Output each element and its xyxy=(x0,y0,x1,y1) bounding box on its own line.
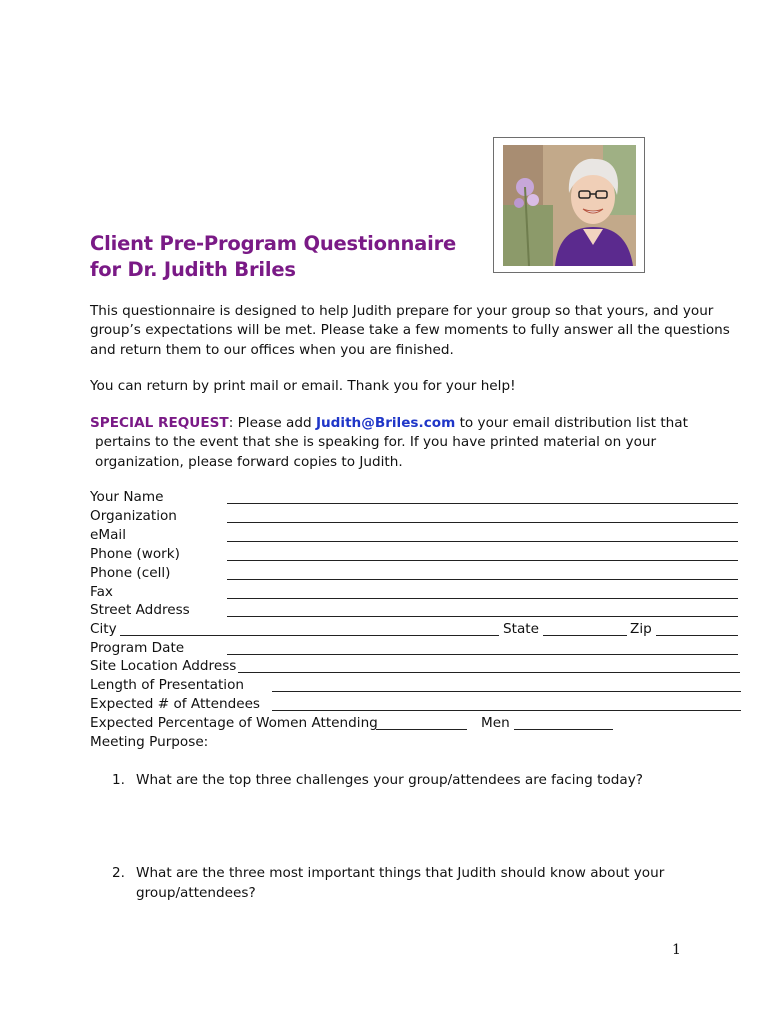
question-1-number: 1. xyxy=(112,772,125,788)
city-field[interactable] xyxy=(120,635,499,636)
email-link[interactable]: Judith@Briles.com xyxy=(315,415,456,431)
phone-work-label: Phone (work) xyxy=(90,546,180,562)
site-location-field[interactable] xyxy=(238,672,740,673)
program-date-label: Program Date xyxy=(90,640,185,656)
return-note: You can return by print mail or email. Thank you for your help! xyxy=(90,378,516,394)
men-field[interactable] xyxy=(514,729,613,730)
phone-cell-label: Phone (cell) xyxy=(90,565,171,581)
portrait-photo-frame xyxy=(493,137,645,273)
intro-paragraph xyxy=(90,302,730,360)
intro-line-2: group’s expectations will be met. Please take a few moments to fully answer all the questions xyxy=(90,322,730,339)
intro-line-3: and return them to our offices when you are finished. xyxy=(90,341,454,358)
email-field[interactable] xyxy=(227,541,738,542)
intro-line-1: This questionnaire is designed to help Judith prepare for your group so that yours, and your xyxy=(90,303,714,319)
special-request-label: SPECIAL REQUEST xyxy=(90,415,229,431)
organization-label: Organization xyxy=(90,508,177,524)
state-field[interactable] xyxy=(543,635,627,636)
phone-cell-field[interactable] xyxy=(227,579,738,580)
phone-work-field[interactable] xyxy=(227,560,738,561)
special-request-line-2: pertains to the event that she is speaking for. If you have printed material on your xyxy=(95,434,657,451)
special-request xyxy=(90,414,688,472)
question-2-number: 2. xyxy=(112,865,125,881)
page-number: 1 xyxy=(672,942,681,958)
pct-women-field[interactable] xyxy=(376,729,467,730)
organization-field[interactable] xyxy=(227,522,738,523)
special-request-line-1 xyxy=(90,414,688,433)
page-title xyxy=(90,231,456,283)
expected-attendees-label: Expected # of Attendees xyxy=(90,696,261,712)
meeting-purpose-label: Meeting Purpose: xyxy=(90,734,209,750)
portrait-photo xyxy=(503,145,636,266)
fax-field[interactable] xyxy=(227,598,738,599)
special-request-after-email: to your email distribution list that xyxy=(455,415,688,431)
men-label: Men xyxy=(481,715,510,731)
length-presentation-label: Length of Presentation xyxy=(90,677,245,693)
street-address-field[interactable] xyxy=(227,616,738,617)
your-name-label: Your Name xyxy=(90,489,164,505)
email-label: eMail xyxy=(90,527,126,543)
portrait-image xyxy=(503,145,636,266)
program-date-field[interactable] xyxy=(227,654,738,655)
pct-women-label: Expected Percentage of Women Attending xyxy=(90,715,378,731)
length-presentation-field[interactable] xyxy=(272,691,741,692)
question-2-text-line-1: What are the three most important things that Judith should know about your xyxy=(136,865,665,881)
site-location-label: Site Location Address xyxy=(90,658,237,674)
street-address-label: Street Address xyxy=(90,602,190,618)
title-line-2: for Dr. Judith Briles xyxy=(90,258,296,281)
fax-label: Fax xyxy=(90,584,113,600)
title-line-1: Client Pre-Program Questionnaire xyxy=(90,232,457,255)
expected-attendees-field[interactable] xyxy=(272,710,741,711)
special-request-text: : Please add xyxy=(228,415,316,431)
your-name-field[interactable] xyxy=(227,503,738,504)
zip-label: Zip xyxy=(630,621,652,637)
city-label: City xyxy=(90,621,117,637)
special-request-line-3: organization, please forward copies to Judith. xyxy=(95,453,403,470)
question-2-text-line-2: group/attendees? xyxy=(136,885,256,901)
state-label: State xyxy=(503,621,539,637)
zip-field[interactable] xyxy=(656,635,738,636)
question-1-text: What are the top three challenges your group/attendees are facing today? xyxy=(136,772,643,788)
